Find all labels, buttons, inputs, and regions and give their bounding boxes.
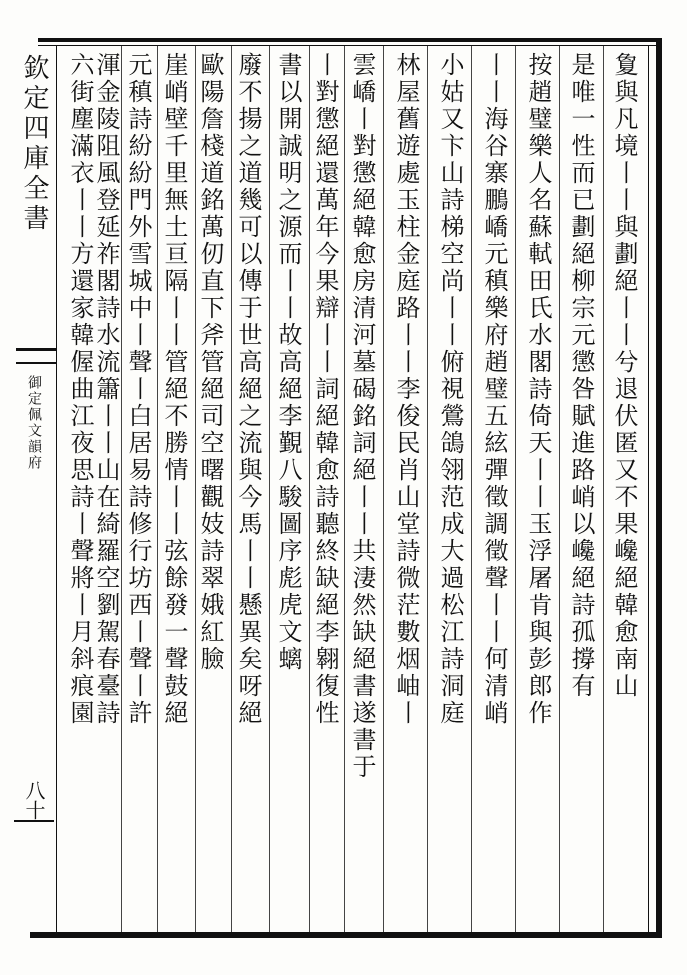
column-rule (309, 46, 310, 932)
text-column: 夐與凡境丨丨與劃絕丨丨兮退伏匿又不果巉絕韓愈南山 (610, 52, 638, 700)
text-column: 崖峭壁千里無土亘隔丨丨管絕不勝情丨丨弦餘發一聲鼓絕 (160, 52, 188, 727)
text-column: 小姑又卞山詩梯空尚丨丨俯視鶯鴿翎范成大過松江詩洞庭 (436, 52, 464, 727)
column-rule (603, 46, 604, 932)
book-spine (14, 50, 54, 930)
column-rule (195, 46, 196, 932)
text-column: 雲嶠丨對懲絕韓愈房清河墓碣銘詞絕丨丨共淒然缺絕書遂書于 (348, 52, 376, 781)
page-number: 八十 (22, 780, 46, 820)
column-rule (269, 46, 270, 932)
bottom-border (30, 932, 662, 938)
column-rule (427, 46, 428, 932)
text-block (56, 46, 648, 932)
right-border (656, 38, 662, 938)
text-column: 書以開誠明之源而丨丨故高絕李覲八駿圖序彪虎文螭 (274, 52, 302, 673)
text-column: 六街塵滿衣丨丨方還家韓偓曲江夜思詩丨聲將丨月斜痕園 (66, 52, 94, 727)
column-rule (471, 46, 472, 932)
column-rule (515, 46, 516, 932)
top-border (38, 38, 662, 42)
text-column: 渾金陵阻風登延祚閣詩水流簫丨丨山在綺羅空劉駕春臺詩 (92, 52, 120, 727)
text-column: 歐陽詹棧道銘萬仞直下斧管絕司空曙觀妓詩翠娥紅臉 (196, 52, 224, 673)
text-column: 廢不揚之道幾可以傳于世高絕之流與今馬丨丨懸異矣呀絕 (234, 52, 262, 727)
right-inner-border (648, 46, 649, 932)
text-column: 按趙璧樂人名蘇軾田氏水閣詩倚天丨丨玉浮屠肯與彭郎作 (524, 52, 552, 727)
column-rule (383, 46, 384, 932)
text-column: 丨對懲絕還萬年今果辯丨丨詞絕韓愈詩聽終缺絕李翱復性 (311, 52, 339, 727)
column-rule (559, 46, 560, 932)
text-column: 林屋舊遊處玉柱金庭路丨丨李俊民肖山堂詩微茫數烟岫丨 (392, 52, 420, 727)
text-column: 丨丨海谷寨鵬嶠元稹樂府趙璧五絃彈徵調徵聲丨丨何清峭 (480, 52, 508, 727)
spine-title: 欽定四庫全書 (19, 54, 49, 234)
text-column: 是唯一性而已劃絕柳宗元懲咎賦進路峭以巉絕詩孤撐有 (567, 52, 595, 700)
spine-subtitle: 御定佩文韻府 (26, 375, 42, 471)
fish-tail-mark (16, 348, 56, 364)
column-rule (231, 46, 232, 932)
page-number-rule (14, 820, 54, 822)
text-column: 元稹詩紛紛門外雪城中丨聲丨白居易詩修行坊西丨聲丨許 (124, 52, 152, 727)
